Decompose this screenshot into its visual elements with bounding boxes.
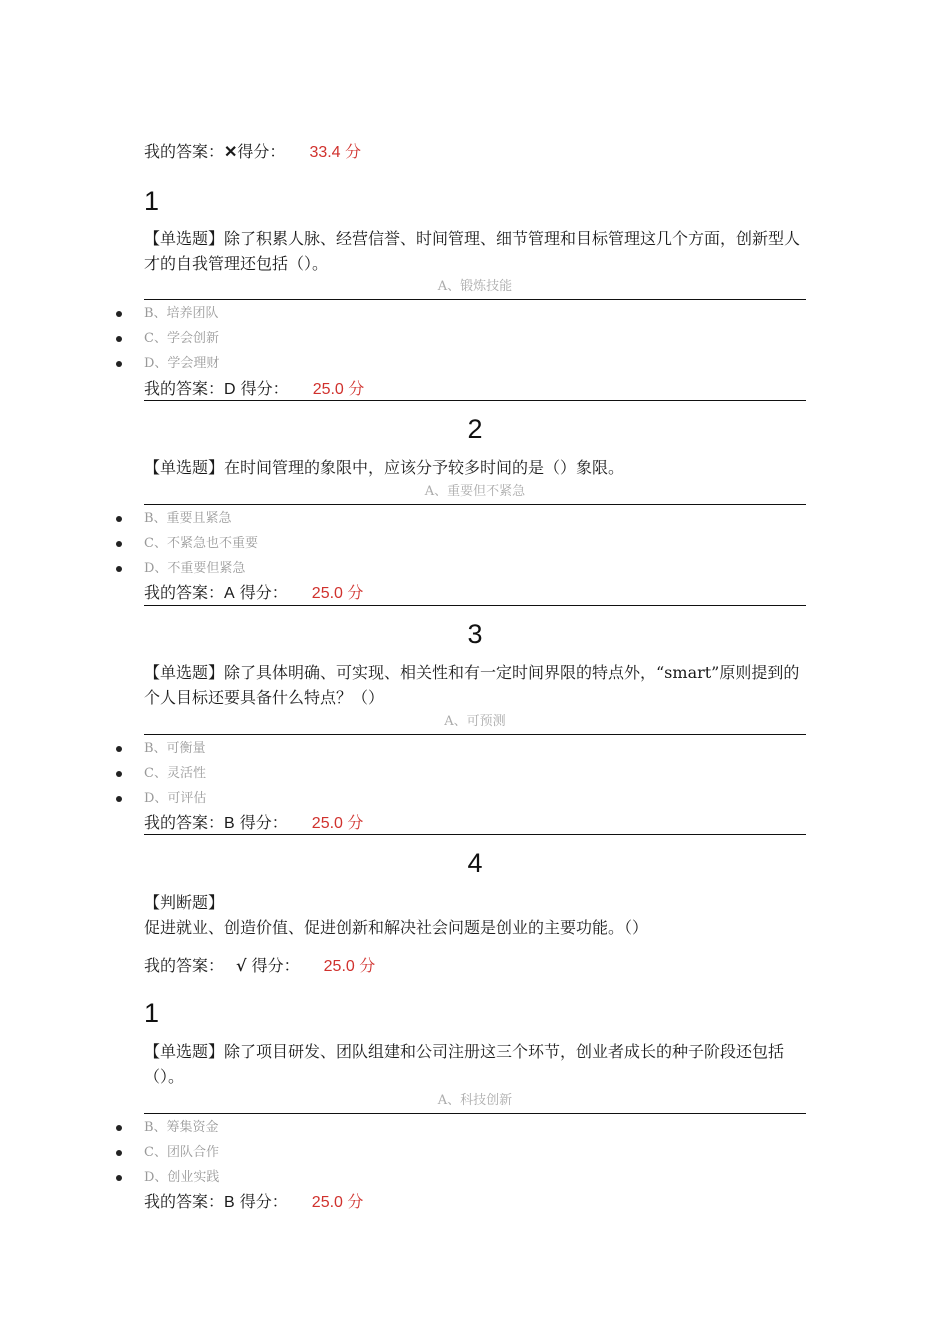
answer-label: 我的答案： (144, 813, 225, 832)
bullet-icon (116, 541, 122, 547)
divider (144, 605, 806, 606)
score-label: 得分： (237, 142, 286, 161)
divider (144, 834, 806, 835)
question-stem: 【单选题】除了具体明确、可实现、相关性和有一定时间界限的特点外，“smart”原则提到的个人目标还要具备什么特点？（） (144, 663, 800, 707)
score-value: 25.0 分 (311, 815, 364, 832)
option-a: A、可预测 (444, 714, 506, 729)
bullet-icon (116, 311, 122, 317)
option-c: C、团队合作 (144, 1145, 219, 1160)
option-b: B、重要且紧急 (144, 511, 232, 526)
bullet-icon (116, 516, 122, 522)
bullet-icon (116, 796, 122, 802)
answer-value: D (224, 381, 236, 398)
option-a: A、科技创新 (437, 1093, 513, 1108)
bullet-icon (116, 336, 122, 342)
divider (144, 504, 806, 505)
question-stem: 【单选题】在时间管理的象限中，应该分予较多时间的是（）象限。 (144, 458, 625, 477)
score-label: 得分： (251, 956, 300, 975)
question-type: 【判断题】 (144, 893, 225, 912)
score-label: 得分： (239, 583, 288, 602)
bullet-icon (116, 1175, 122, 1181)
option-d: D、不重要但紧急 (144, 561, 246, 576)
score-value: 25.0 分 (311, 1194, 364, 1211)
bullet-icon (116, 566, 122, 572)
option-c: C、不紧急也不重要 (144, 536, 258, 551)
bullet-icon (116, 361, 122, 367)
question-stem: 促进就业、创造价值、促进创新和解决社会问题是创业的主要功能。（） (144, 918, 649, 937)
answer-line (144, 813, 363, 834)
answer-line (144, 956, 375, 977)
question-stem: 【单选题】除了项目研发、团队组建和公司注册这三个环节，创业者成长的种子阶段还包括（）。 (144, 1042, 785, 1086)
bullet-icon (116, 746, 122, 752)
top-answer-line (144, 142, 361, 163)
score-value: 25.0 分 (311, 585, 364, 602)
divider (144, 1113, 806, 1114)
question-number: 4 (467, 848, 483, 878)
answer-line (144, 1192, 363, 1213)
question-number: 1 (144, 998, 160, 1028)
answer-line (144, 379, 364, 400)
bullet-icon (116, 771, 122, 777)
option-d: D、创业实践 (144, 1170, 220, 1185)
score-value: 25.0 分 (312, 381, 365, 398)
score-label: 得分： (239, 1192, 288, 1211)
option-c: C、灵活性 (144, 766, 206, 781)
question-number: 1 (144, 186, 160, 216)
option-d: D、可评估 (144, 791, 207, 806)
question-number: 2 (467, 414, 483, 444)
answer-label: 我的答案： (144, 583, 225, 602)
divider (144, 299, 806, 300)
answer-label: 我的答案： (144, 1192, 225, 1211)
score-value: 25.0 分 (323, 958, 376, 975)
score-label: 得分： (240, 379, 289, 398)
option-d: D、学会理财 (144, 356, 220, 371)
bullet-icon (116, 1125, 122, 1131)
bullet-icon (116, 1150, 122, 1156)
option-b: B、筹集资金 (144, 1120, 219, 1135)
option-c: C、学会创新 (144, 331, 219, 346)
question-number: 3 (467, 619, 483, 649)
answer-line (144, 583, 363, 604)
divider (144, 734, 806, 735)
option-b: B、可衡量 (144, 741, 206, 756)
answer-value: B (224, 815, 235, 832)
option-a: A、重要但不紧急 (424, 484, 526, 499)
answer-label: 我的答案： (144, 956, 225, 975)
option-a: A、锻炼技能 (437, 279, 513, 294)
divider (144, 400, 806, 401)
answer-label: 我的答案： (144, 379, 225, 398)
wrong-mark-icon: ✕ (224, 142, 238, 161)
answer-label: 我的答案： (144, 142, 225, 161)
question-stem: 【单选题】除了积累人脉、经营信誉、时间管理、细节管理和目标管理这几个方面，创新型人才的自我管理还包括（）。 (144, 229, 801, 273)
check-mark-icon: √ (236, 956, 247, 975)
score-label: 得分： (239, 813, 288, 832)
answer-value: B (224, 1194, 235, 1211)
score-value: 33.4 分 (309, 144, 362, 161)
option-b: B、培养团队 (144, 306, 219, 321)
answer-value: A (224, 585, 235, 602)
